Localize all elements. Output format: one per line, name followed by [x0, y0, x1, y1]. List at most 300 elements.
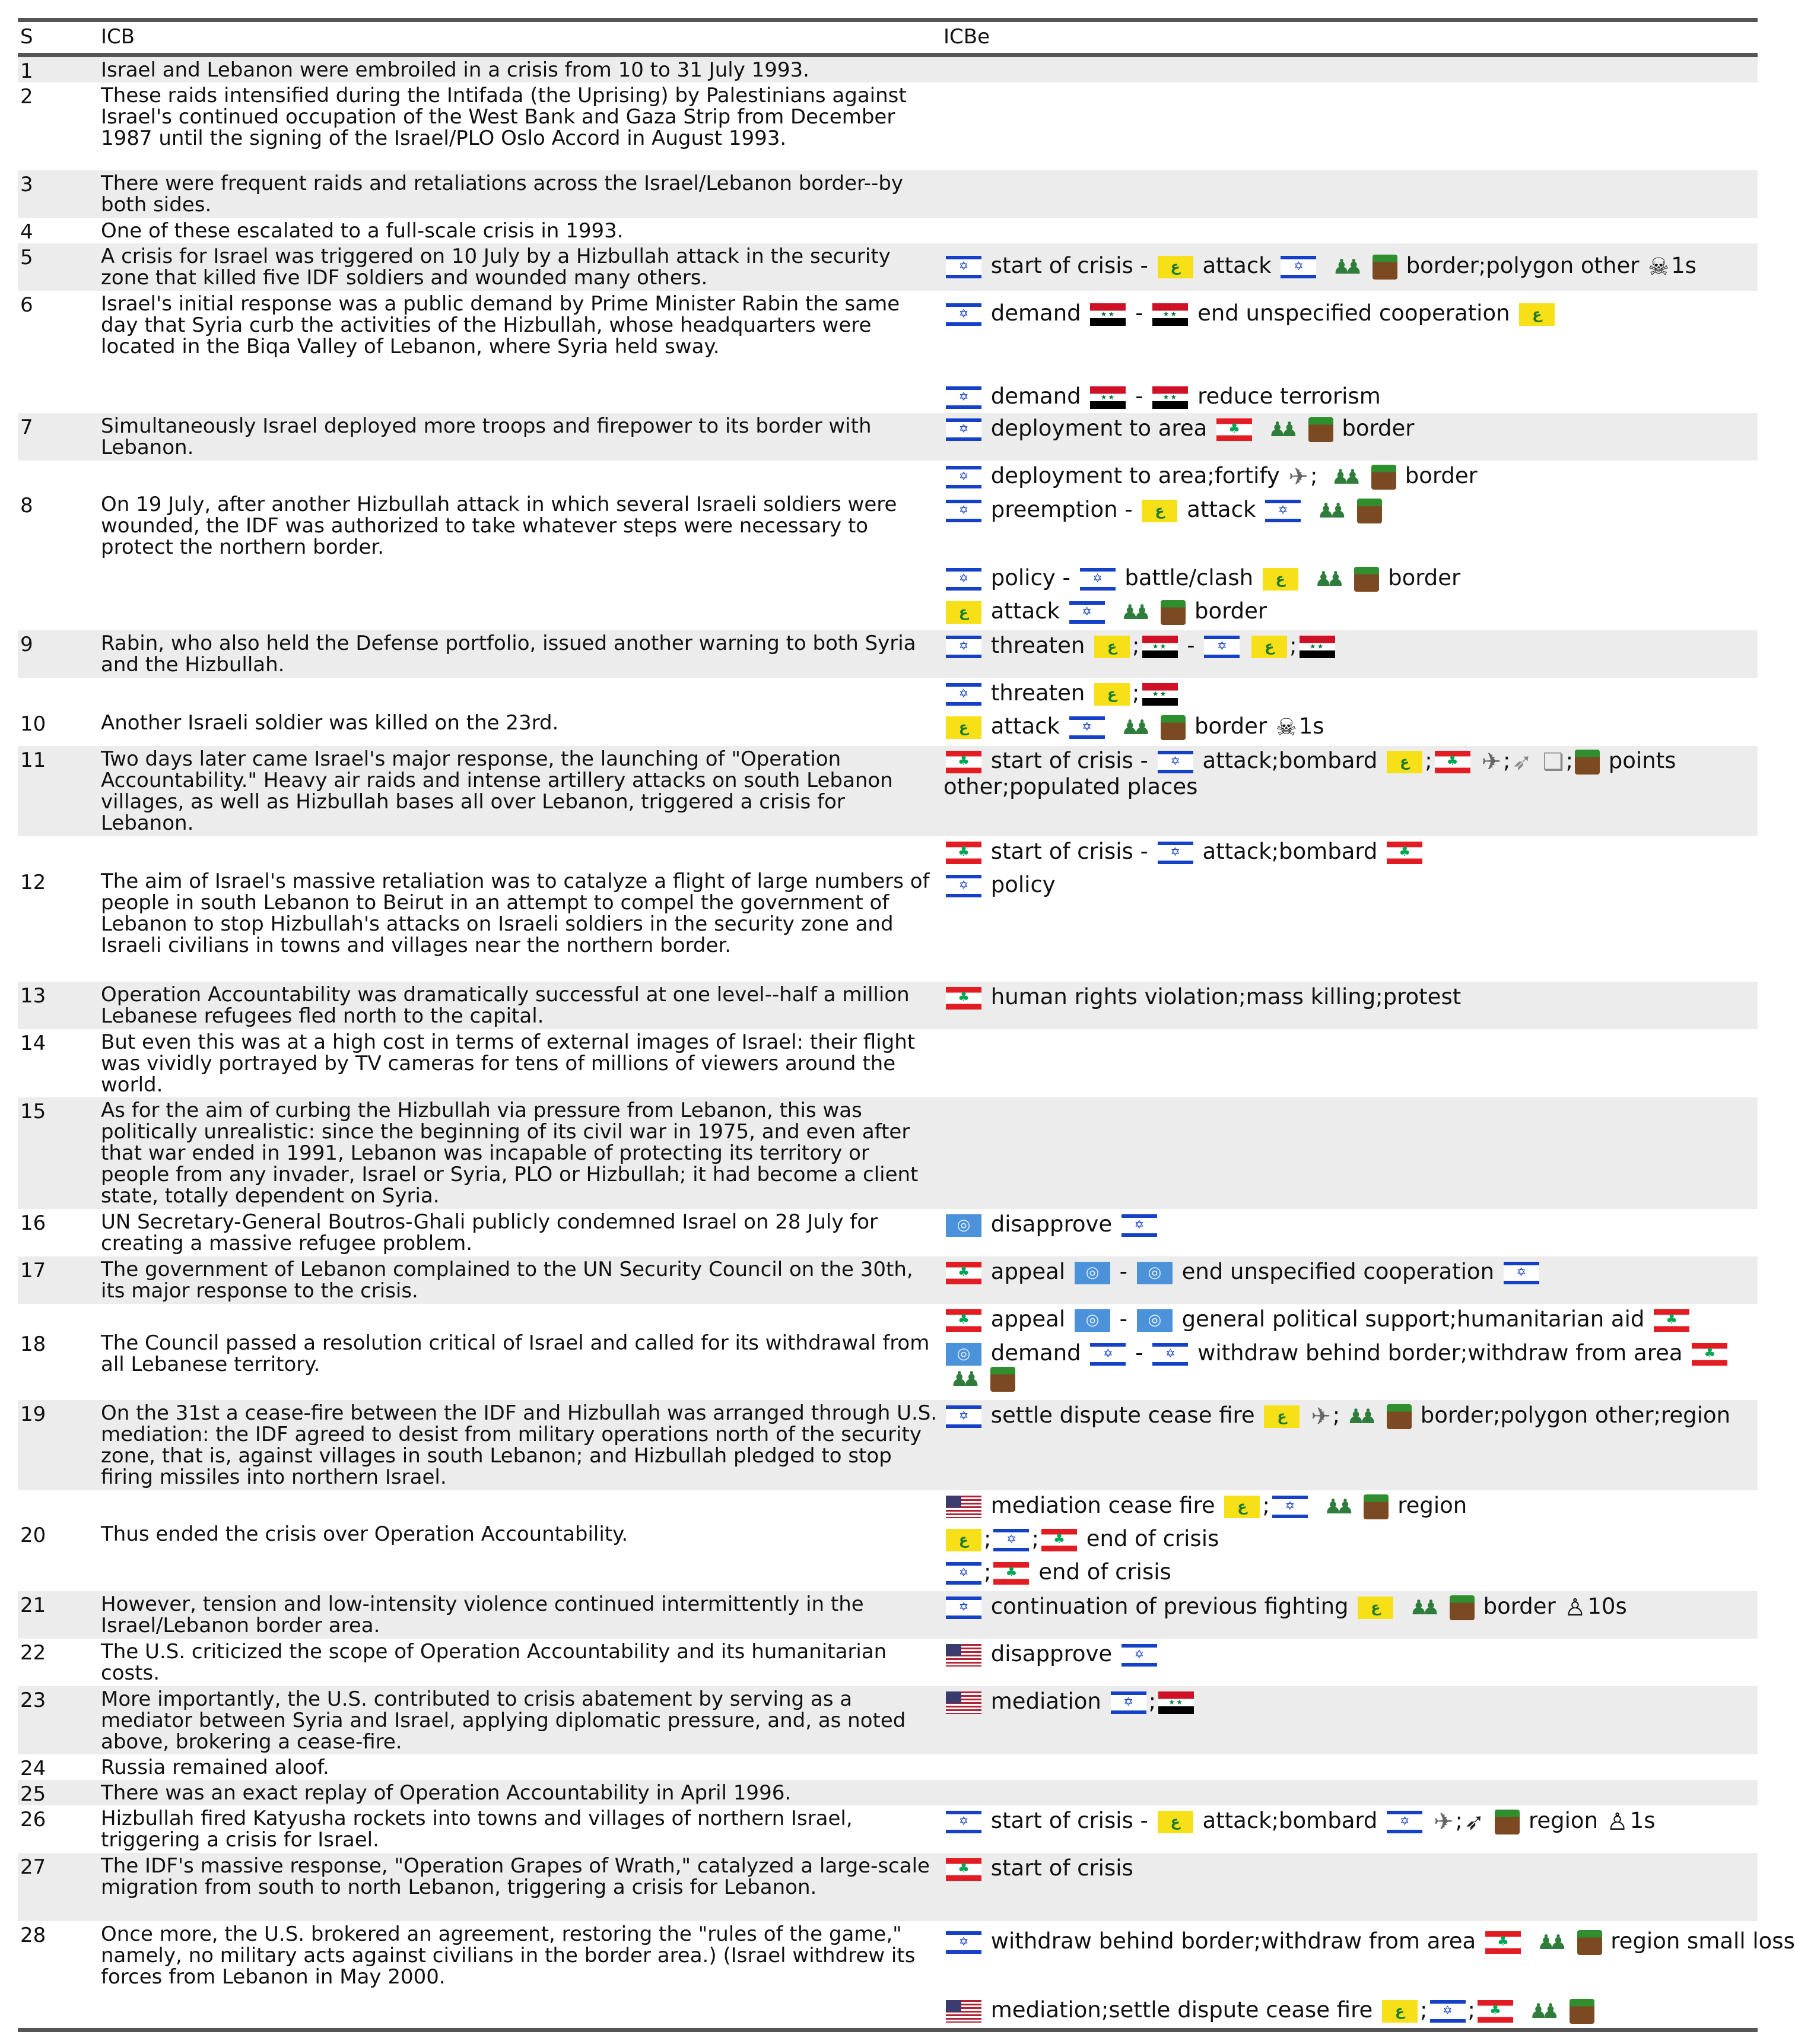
- event-text: ;: [1565, 748, 1574, 773]
- row-text: Israel and Lebanon were embroiled in a crisis from 10 to 31 July 1993.: [101, 58, 809, 82]
- land-icon: [1387, 1404, 1412, 1429]
- row-events: [943, 82, 1758, 170]
- event: [943, 1926, 1795, 1957]
- event: [943, 596, 1758, 627]
- event: [943, 1639, 1758, 1670]
- event-text: 1s: [1298, 713, 1324, 739]
- document-icon: ❏: [1542, 748, 1564, 776]
- event: [943, 1209, 1758, 1240]
- event-text: ;: [1467, 1997, 1475, 2023]
- israel-flag-icon: [1069, 601, 1105, 624]
- event-text: -: [1135, 300, 1143, 326]
- usa-flag-icon: [946, 1644, 981, 1667]
- row-events: [943, 1209, 1758, 1256]
- hizbullah-flag-icon: [1142, 500, 1177, 522]
- hizbullah-flag-icon: [946, 716, 981, 739]
- row-text: One of these escalated to a full-scale crisis in 1993.: [101, 219, 624, 243]
- hizbullah-flag-icon: [1158, 256, 1193, 278]
- row-number: 16: [20, 1211, 46, 1235]
- row-text: Thus ended the crisis over Operation Accountability.: [101, 1522, 628, 1546]
- israel-flag-icon: [1281, 256, 1316, 278]
- table-row: [18, 57, 1758, 82]
- syria-flag-icon: [1152, 386, 1188, 409]
- table-body: [18, 57, 1795, 2026]
- row-number: 10: [20, 712, 46, 736]
- soldiers-icon: ♟♟: [1332, 255, 1357, 279]
- event-text: ;: [1455, 1808, 1463, 1833]
- row-events: [943, 836, 1758, 982]
- table-row: [18, 1639, 1758, 1686]
- header-icb: ICB: [101, 25, 135, 49]
- israel-flag-icon: [946, 636, 981, 658]
- row-events: [943, 1097, 1758, 1209]
- event-text: end unspecified cooperation: [1181, 1259, 1495, 1284]
- event-text: appeal: [990, 1306, 1066, 1332]
- israel-flag-icon: [946, 466, 981, 488]
- syria-flag-icon: [1300, 636, 1335, 658]
- event-text: border: [1194, 598, 1267, 624]
- row-events: [943, 1256, 1758, 1304]
- event-text: ;: [1132, 633, 1140, 658]
- row-number: 11: [20, 748, 46, 772]
- soldiers-icon: ♟♟: [1346, 1404, 1371, 1429]
- row-text: As for the aim of curbing the Hizbullah via pressure from Lebanon, this was politically unrealistic: since the beginning of its civil war in 1975, and even after that war ended in 1991, Lebanon was incapable of protecting its territory or people from any invader, Israel or Syria, PLO or Hizbullah; it had become a client state, totally dependent on Syria.: [101, 1099, 919, 1208]
- row-text: There were frequent raids and retaliations across the Israel/Lebanon border--by both sides.: [101, 172, 904, 217]
- aircraft-icon: ✈: [1288, 463, 1308, 491]
- israel-flag-icon: [1152, 1343, 1188, 1366]
- event-text: end of crisis: [1086, 1526, 1219, 1551]
- row-number: 21: [20, 1594, 46, 1617]
- row-number: 17: [20, 1259, 46, 1283]
- hizbullah-flag-icon: [1387, 751, 1422, 773]
- row-events: [943, 291, 1758, 413]
- row-number: 9: [20, 633, 33, 656]
- row-text: The U.S. criticized the scope of Operation Accountability and its humanitarian costs.: [101, 1640, 887, 1685]
- event-text: threaten: [990, 680, 1085, 706]
- hizbullah-flag-icon: [946, 1529, 981, 1551]
- israel-flag-icon: [1158, 842, 1193, 864]
- land-icon: [1570, 1999, 1594, 2024]
- event-text: 1s: [1629, 1808, 1656, 1833]
- row-number: 14: [20, 1031, 46, 1055]
- row-text: The aim of Israel's massive retaliation was to catalyze a flight of large numbers of people in south Lebanon to Beirut in an attempt to compel the government of Lebanon to stop Hizbullah's attacks on Israeli soldiers in the security zone and Israeli civilians in towns and villages near the northern border.: [101, 869, 930, 957]
- table-row: [18, 461, 1758, 630]
- event: [943, 678, 1758, 709]
- header-s: S: [20, 25, 33, 49]
- lebanon-flag-icon: [1478, 2000, 1513, 2023]
- table-row: [18, 1754, 1758, 1780]
- event-text: border: [1405, 463, 1478, 488]
- lebanon-flag-icon: [946, 987, 981, 1010]
- land-icon: [1373, 255, 1397, 280]
- un-flag-icon: [946, 1214, 981, 1237]
- event-text: -: [1187, 633, 1195, 658]
- event: [943, 413, 1758, 444]
- israel-flag-icon: [946, 875, 981, 897]
- israel-flag-icon: [946, 1562, 981, 1585]
- event-text: attack: [1187, 497, 1256, 522]
- event-text: attack: [1202, 253, 1272, 278]
- row-number: 1: [20, 59, 33, 83]
- row-text: These raids intensified during the Intifada (the Uprising) by Palestinians against Israel's continued occupation of the West Bank and Gaza Strip from December 1987 until the signing of the Israel/PLO Oslo Accord in August 1993.: [101, 84, 907, 150]
- row-events: [943, 461, 1758, 630]
- table-row: [18, 836, 1758, 982]
- row-number: 7: [20, 415, 33, 439]
- lebanon-flag-icon: [946, 751, 981, 773]
- table-row: [18, 1686, 1758, 1754]
- event-text: ;: [1332, 1402, 1340, 1428]
- land-icon: [1577, 1930, 1602, 1955]
- land-icon: [1575, 750, 1600, 775]
- event-text: ;: [1289, 633, 1297, 658]
- table-row: [18, 1256, 1758, 1304]
- table-row: [18, 1400, 1758, 1490]
- land-icon: [1357, 499, 1382, 523]
- row-text: Once more, the U.S. brokered an agreement, restoring the "rules of the game," namely, no military acts against civilians in the border area.) (Israel withdrew its forces from Lebanon in May 2000.: [101, 1922, 916, 1989]
- row-text: Russia remained aloof.: [101, 1756, 329, 1779]
- un-flag-icon: [1075, 1309, 1110, 1332]
- lebanon-flag-icon: [1387, 842, 1422, 864]
- event-text: attack;bombard: [1202, 839, 1378, 864]
- fatalities-icon: ☠: [1275, 713, 1297, 741]
- row-events: [943, 1304, 1758, 1400]
- hizbullah-flag-icon: [1094, 683, 1130, 706]
- event-text: ;: [1132, 680, 1140, 706]
- israel-flag-icon: [1111, 1691, 1146, 1714]
- syria-flag-icon: [1142, 683, 1178, 706]
- table: [18, 18, 1795, 2032]
- row-text: However, tension and low-intensity violence continued intermittently in the Israel/Lebanon border area.: [101, 1592, 864, 1637]
- land-icon: [1371, 465, 1396, 490]
- lebanon-flag-icon: [946, 1309, 981, 1332]
- missile-icon: ➶: [1464, 1808, 1485, 1836]
- table-row: [18, 1209, 1758, 1256]
- usa-flag-icon: [946, 2000, 981, 2023]
- israel-flag-icon: [946, 303, 981, 326]
- row-text: Two days later came Israel's major response, the launching of "Operation Accountability." Heavy air raids and intense artillery attacks on south Lebanon villages, as well as Hizbullah bases all over Lebanon, triggered a crisis for Lebanon.: [101, 747, 893, 835]
- hizbullah-flag-icon: [1264, 1405, 1300, 1428]
- event-text: ;: [1148, 1688, 1157, 1714]
- soldiers-icon: ♟♟: [1314, 567, 1339, 591]
- israel-flag-icon: [946, 1597, 981, 1619]
- table-row: [18, 1780, 1758, 1805]
- hizbullah-flag-icon: [1224, 1496, 1260, 1518]
- hizbullah-flag-icon: [1251, 636, 1287, 658]
- event-text: disapprove: [990, 1641, 1113, 1667]
- lebanon-flag-icon: [1654, 1309, 1689, 1332]
- row-events: [943, 1780, 1758, 1805]
- table-row: [18, 291, 1758, 413]
- table-row: [18, 1097, 1758, 1209]
- event: [943, 494, 1758, 525]
- row-events: [943, 413, 1758, 461]
- event: [943, 630, 1758, 661]
- row-events: [943, 243, 1758, 291]
- row-events: [943, 678, 1758, 746]
- row-number: 28: [20, 1924, 46, 1947]
- land-icon: [1354, 567, 1379, 592]
- event-text: start of crisis -: [990, 1808, 1148, 1833]
- land-icon: [1364, 1494, 1389, 1519]
- row-number: 6: [20, 293, 33, 317]
- syria-flag-icon: [1158, 1691, 1194, 1714]
- event-text: reduce terrorism: [1197, 383, 1381, 409]
- israel-flag-icon: [946, 683, 981, 706]
- israel-flag-icon: [1069, 716, 1105, 739]
- fatalities-icon: ☠: [1648, 253, 1670, 281]
- event: [943, 1686, 1758, 1717]
- event: [943, 869, 1758, 900]
- hizbullah-flag-icon: [1094, 636, 1130, 658]
- row-events: [943, 1029, 1758, 1097]
- event-text: continuation of previous fighting: [990, 1594, 1349, 1619]
- row-text: The Council passed a resolution critical of Israel and called for its withdrawal from all Lebanese territory.: [101, 1331, 930, 1376]
- lebanon-flag-icon: [1485, 1931, 1521, 1954]
- row-number: 20: [20, 1524, 46, 1547]
- header-icbe: ICBe: [943, 25, 990, 49]
- event-text: demand: [990, 1340, 1081, 1366]
- event-text: end unspecified cooperation: [1197, 300, 1510, 326]
- event-text: end of crisis: [1038, 1559, 1171, 1585]
- row-text: Operation Accountability was dramatically successful at one level--half a million Lebanese refugees fled north to the capital.: [101, 983, 910, 1028]
- usa-flag-icon: [946, 1496, 981, 1518]
- row-number: 24: [20, 1757, 46, 1780]
- table-row: [18, 1921, 1795, 2026]
- israel-flag-icon: [1122, 1644, 1157, 1667]
- row-text: Another Israeli soldier was killed on the 23rd.: [101, 711, 559, 735]
- aircraft-icon: ✈: [1311, 1402, 1331, 1430]
- hizbullah-flag-icon: [946, 601, 981, 624]
- land-icon: [1450, 1595, 1475, 1620]
- row-events: [943, 1921, 1795, 2026]
- syria-flag-icon: [1152, 303, 1188, 326]
- event-text: border: [1194, 713, 1267, 739]
- event-text: region: [1529, 1808, 1599, 1833]
- event-text: policy -: [990, 565, 1070, 591]
- row-text: But even this was at a high cost in terms of external images of Israel: their flight was vividly portrayed by TV cameras for tens of millions of viewers around the world.: [101, 1030, 916, 1097]
- hizbullah-flag-icon: [1382, 2000, 1418, 2023]
- land-icon: [1308, 417, 1333, 442]
- row-events: [943, 218, 1758, 243]
- un-flag-icon: [1075, 1262, 1110, 1284]
- un-flag-icon: [1137, 1309, 1173, 1332]
- soldiers-icon: ♟♟: [1529, 1999, 1554, 2023]
- israel-flag-icon: [1080, 568, 1116, 591]
- lebanon-flag-icon: [1435, 751, 1470, 773]
- event: [943, 563, 1758, 593]
- hizbullah-flag-icon: [1158, 1811, 1193, 1833]
- hizbullah-flag-icon: [1263, 568, 1298, 591]
- table-row: [18, 1304, 1758, 1400]
- hizbullah-flag-icon: [1358, 1597, 1393, 1619]
- event-text: ;: [1425, 748, 1432, 773]
- event-text: border;polygon other: [1406, 253, 1640, 278]
- row-text: There was an exact replay of Operation Accountability in April 1996.: [101, 1781, 792, 1805]
- event: [943, 1995, 1758, 2026]
- row-number: 5: [20, 246, 33, 269]
- event-text: ;: [1310, 463, 1318, 488]
- event-text: deployment to area;fortify: [990, 463, 1280, 488]
- israel-flag-icon: [946, 1405, 981, 1428]
- event: [943, 1557, 1758, 1588]
- lebanon-flag-icon: [1216, 418, 1252, 441]
- event-text: 10s: [1587, 1594, 1627, 1619]
- israel-flag-icon: [946, 568, 981, 591]
- row-events: [943, 170, 1758, 218]
- event-text: start of crisis -: [990, 748, 1148, 773]
- event-text: ;: [1031, 1526, 1039, 1551]
- israel-flag-icon: [946, 500, 981, 522]
- row-events: [943, 1853, 1758, 1921]
- event-text: mediation;settle dispute cease fire: [990, 1997, 1373, 2023]
- israel-flag-icon: [993, 1529, 1029, 1551]
- event-text: start of crisis -: [990, 253, 1148, 278]
- israel-flag-icon: [1272, 1496, 1308, 1518]
- row-text: A crisis for Israel was triggered on 10 July by a Hizbullah attack in the security zone that killed five IDF soldiers and wounded many others.: [101, 245, 891, 290]
- row-number: 3: [20, 173, 33, 196]
- land-icon: [1161, 600, 1186, 625]
- event-text: region small loss: [1610, 1928, 1795, 1954]
- event-text: attack: [990, 713, 1060, 739]
- event-text: 1s: [1671, 253, 1696, 278]
- israel-flag-icon: [946, 386, 981, 409]
- event-text: human rights violation;mass killing;protest: [990, 984, 1462, 1010]
- event-text: ;: [984, 1559, 992, 1585]
- row-text: On 19 July, after another Hizbullah attack in which several Israeli soldiers were wounded, the IDF was authorized to take whatever steps were necessary to protect the northern border.: [101, 493, 897, 559]
- event-text: -: [1135, 1340, 1143, 1366]
- event: [943, 298, 1758, 329]
- row-number: 12: [20, 871, 46, 894]
- event: [943, 1400, 1758, 1431]
- row-text: Israel's initial response was a public demand by Prime Minister Rabin the same day that Syria curb the activities of the Hizbullah, whose headquarters were located in the Biqa Valley of Lebanon, where Syria held sway.: [101, 292, 900, 358]
- event: [943, 381, 1758, 412]
- event-text: attack: [990, 598, 1060, 624]
- row-number: 23: [20, 1688, 46, 1712]
- event: [943, 250, 1758, 281]
- event-text: attack;bombard: [1202, 748, 1378, 773]
- syria-flag-icon: [1090, 303, 1126, 326]
- event: [943, 1524, 1758, 1554]
- soldiers-icon: ♟♟: [1331, 465, 1356, 489]
- un-flag-icon: [946, 1343, 981, 1366]
- event-text: general political support;humanitarian aid: [1181, 1306, 1645, 1332]
- event-text: battle/clash: [1124, 565, 1254, 591]
- un-flag-icon: [1137, 1262, 1173, 1284]
- event: [943, 1805, 1758, 1836]
- row-text: Rabin, who also held the Defense portfolio, issued another warning to both Syria and the Hizbullah.: [101, 631, 916, 677]
- person-icon: ♙: [1564, 1594, 1586, 1621]
- event-text: -: [1119, 1306, 1128, 1332]
- event: [943, 836, 1758, 867]
- land-icon: [1495, 1810, 1520, 1834]
- event: [943, 748, 1758, 799]
- row-events: [943, 1639, 1758, 1686]
- table-row: [18, 1853, 1758, 1921]
- table-row: [18, 746, 1758, 836]
- soldiers-icon: ♟♟: [1120, 715, 1145, 739]
- event-text: border: [1342, 415, 1415, 441]
- table-row: [18, 1029, 1758, 1097]
- event-text: deployment to area: [990, 415, 1208, 441]
- event-text: settle dispute cease fire: [990, 1402, 1255, 1428]
- table-row: [18, 82, 1758, 170]
- israel-flag-icon: [946, 1931, 981, 1954]
- event: [943, 1304, 1758, 1335]
- event: [943, 1591, 1758, 1622]
- israel-flag-icon: [1204, 636, 1240, 658]
- table-row: [18, 218, 1758, 243]
- header-row: [18, 22, 1758, 52]
- soldiers-icon: ♟♟: [1324, 1494, 1349, 1519]
- row-number: 2: [20, 85, 33, 109]
- row-number: 4: [20, 220, 33, 244]
- event-text: attack;bombard: [1202, 1808, 1378, 1833]
- row-text: The IDF's massive response, "Operation Grapes of Wrath," catalyzed a large-scale migration from south to north Lebanon, triggering a crisis for Lebanon.: [101, 1854, 930, 1899]
- top-rule: [18, 18, 1758, 22]
- table-row: [18, 243, 1758, 291]
- land-icon: [990, 1367, 1015, 1392]
- row-events: [943, 1805, 1758, 1853]
- row-events: [943, 630, 1758, 678]
- missile-icon: ➶: [1512, 748, 1532, 776]
- person-icon: ♙: [1606, 1808, 1628, 1836]
- israel-flag-icon: [1387, 1811, 1422, 1833]
- soldiers-icon: ♟♟: [1268, 417, 1293, 442]
- table-row: [18, 170, 1758, 218]
- israel-flag-icon: [1430, 2000, 1466, 2023]
- israel-flag-icon: [946, 418, 981, 441]
- aircraft-icon: ✈: [1481, 748, 1501, 776]
- event-text: policy: [990, 872, 1056, 897]
- event-text: preemption -: [990, 497, 1133, 522]
- event-text: mediation: [990, 1688, 1101, 1714]
- event-text: start of crisis: [990, 1855, 1133, 1881]
- event-text: appeal: [990, 1259, 1066, 1284]
- event-text: ;: [1420, 1997, 1428, 2023]
- israel-flag-icon: [1265, 500, 1301, 522]
- event-text: ;: [984, 1526, 992, 1551]
- row-number: 27: [20, 1855, 46, 1879]
- event-text: region: [1397, 1493, 1467, 1518]
- row-text: More importantly, the U.S. contributed to crisis abatement by serving as a mediator between Syria and Israel, applying diplomatic pressure, and, as noted above, brokering a cease-fire.: [101, 1687, 906, 1754]
- lebanon-flag-icon: [946, 1858, 981, 1881]
- syria-flag-icon: [1142, 636, 1178, 658]
- event: [943, 461, 1758, 491]
- syria-flag-icon: [1090, 386, 1126, 409]
- table-row: [18, 1490, 1758, 1591]
- event-text: demand: [990, 300, 1081, 326]
- lebanon-flag-icon: [1692, 1343, 1727, 1366]
- israel-flag-icon: [1158, 751, 1193, 773]
- event-text: ;: [1502, 748, 1511, 773]
- row-number: 8: [20, 494, 33, 518]
- event-text: border: [1483, 1594, 1556, 1619]
- event-text: start of crisis -: [990, 839, 1148, 864]
- row-number: 26: [20, 1808, 46, 1832]
- event-text: threaten: [990, 633, 1085, 658]
- event-text: -: [1119, 1259, 1128, 1284]
- soldiers-icon: ♟♟: [1537, 1930, 1562, 1954]
- row-number: 19: [20, 1402, 46, 1426]
- lebanon-flag-icon: [993, 1562, 1029, 1585]
- event-text: demand: [990, 383, 1081, 409]
- row-events: [943, 746, 1758, 836]
- table-row: [18, 630, 1758, 678]
- event-text: withdraw behind border;withdraw from area: [990, 1928, 1476, 1954]
- event-text: points other;populated places: [943, 748, 1676, 799]
- row-text: On the 31st a cease-fire between the IDF and Hizbullah was arranged through U.S. mediation: the IDF agreed to desist from military operations north of the security zone, that is, against villages in south Lebanon; and Hizbullah pledged to stop firing missiles into northern Israel.: [101, 1401, 938, 1489]
- event-text: border: [1388, 565, 1461, 591]
